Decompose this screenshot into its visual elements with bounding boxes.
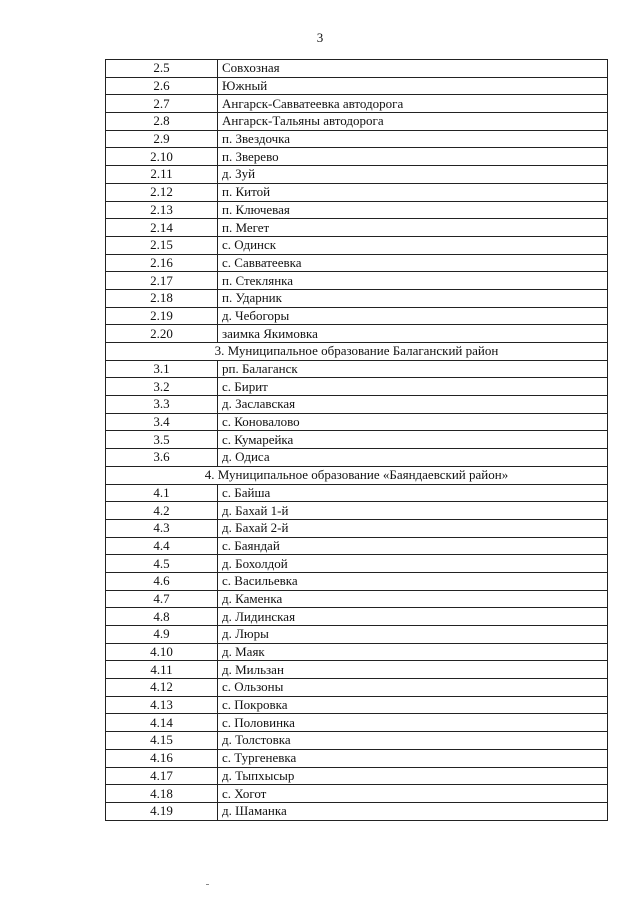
table-row <box>106 396 608 414</box>
settlement-name: с. Хогот <box>218 785 608 803</box>
row-number: 2.11 <box>106 166 218 184</box>
settlement-name: с. Байша <box>218 484 608 502</box>
settlement-name: д. Люры <box>218 626 608 644</box>
settlement-name: с. Тургеневка <box>218 749 608 767</box>
settlement-name: Ангарск-Тальяны автодорога <box>218 113 608 131</box>
row-number: 4.3 <box>106 519 218 537</box>
settlement-name: д. Тыпхысыр <box>218 767 608 785</box>
row-number: 3.2 <box>106 378 218 396</box>
table-row <box>106 626 608 644</box>
settlement-name: с. Кумарейка <box>218 431 608 449</box>
table-row <box>106 360 608 378</box>
settlement-name: п. Звездочка <box>218 130 608 148</box>
row-number: 4.2 <box>106 502 218 520</box>
table-row <box>106 643 608 661</box>
settlement-name: д. Чебогоры <box>218 307 608 325</box>
row-number: 2.17 <box>106 272 218 290</box>
table-row <box>106 767 608 785</box>
table-row <box>106 60 608 78</box>
table-row <box>106 183 608 201</box>
settlement-name: д. Заславская <box>218 396 608 414</box>
settlement-name: д. Мильзан <box>218 661 608 679</box>
table-row <box>106 749 608 767</box>
table-row <box>106 785 608 803</box>
row-number: 2.9 <box>106 130 218 148</box>
settlement-name: п. Китой <box>218 183 608 201</box>
table-row <box>106 608 608 626</box>
row-number: 3.6 <box>106 449 218 467</box>
table-row <box>106 519 608 537</box>
row-number: 4.4 <box>106 537 218 555</box>
table-row <box>106 537 608 555</box>
settlement-name: Ангарск-Савватеевка автодорога <box>218 95 608 113</box>
table-row <box>106 555 608 573</box>
settlement-name: с. Савватеевка <box>218 254 608 272</box>
settlement-name: д. Шаманка <box>218 802 608 820</box>
row-number: 2.19 <box>106 307 218 325</box>
settlement-name: п. Стеклянка <box>218 272 608 290</box>
settlement-name: заимка Якимовка <box>218 325 608 343</box>
table-row <box>106 254 608 272</box>
settlement-name: д. Маяк <box>218 643 608 661</box>
settlement-name: Совхозная <box>218 60 608 78</box>
table-row <box>106 661 608 679</box>
section-header-row <box>106 343 608 361</box>
row-number: 4.19 <box>106 802 218 820</box>
row-number: 4.1 <box>106 484 218 502</box>
settlement-name: д. Каменка <box>218 590 608 608</box>
settlement-name: п. Ударник <box>218 289 608 307</box>
page-mark <box>206 884 209 885</box>
table-row <box>106 201 608 219</box>
table-row <box>106 95 608 113</box>
row-number: 4.10 <box>106 643 218 661</box>
row-number: 4.18 <box>106 785 218 803</box>
settlement-name: рп. Балаганск <box>218 360 608 378</box>
settlement-name: с. Ользоны <box>218 679 608 697</box>
row-number: 2.7 <box>106 95 218 113</box>
table-row <box>106 696 608 714</box>
settlement-name: Южный <box>218 77 608 95</box>
table-row <box>106 325 608 343</box>
row-number: 3.4 <box>106 413 218 431</box>
row-number: 2.18 <box>106 289 218 307</box>
settlement-name: с. Покровка <box>218 696 608 714</box>
row-number: 2.10 <box>106 148 218 166</box>
row-number: 3.1 <box>106 360 218 378</box>
table-row <box>106 289 608 307</box>
row-number: 4.8 <box>106 608 218 626</box>
table-row <box>106 732 608 750</box>
settlement-name: п. Мегет <box>218 219 608 237</box>
settlement-name: с. Баяндай <box>218 537 608 555</box>
settlement-name: с. Коновалово <box>218 413 608 431</box>
row-number: 4.16 <box>106 749 218 767</box>
settlements-table <box>105 59 608 821</box>
row-number: 4.7 <box>106 590 218 608</box>
table-row <box>106 590 608 608</box>
table-row <box>106 484 608 502</box>
table-row <box>106 413 608 431</box>
row-number: 3.5 <box>106 431 218 449</box>
section-title: 4. Муниципальное образование «Баяндаевский район» <box>106 466 608 484</box>
table-row <box>106 77 608 95</box>
table-row <box>106 449 608 467</box>
table-row <box>106 219 608 237</box>
row-number: 4.5 <box>106 555 218 573</box>
row-number: 2.13 <box>106 201 218 219</box>
table-row <box>106 307 608 325</box>
row-number: 3.3 <box>106 396 218 414</box>
table-row <box>106 802 608 820</box>
row-number: 2.20 <box>106 325 218 343</box>
table-row <box>106 166 608 184</box>
settlement-name: д. Толстовка <box>218 732 608 750</box>
settlement-name: с. Одинск <box>218 236 608 254</box>
table-row <box>106 431 608 449</box>
table-row <box>106 714 608 732</box>
row-number: 2.14 <box>106 219 218 237</box>
settlement-name: д. Бохолдой <box>218 555 608 573</box>
table-row <box>106 502 608 520</box>
row-number: 4.6 <box>106 572 218 590</box>
table-row <box>106 236 608 254</box>
settlement-name: д. Одиса <box>218 449 608 467</box>
settlement-name: д. Бахай 2-й <box>218 519 608 537</box>
row-number: 4.9 <box>106 626 218 644</box>
settlement-name: п. Зверево <box>218 148 608 166</box>
row-number: 4.12 <box>106 679 218 697</box>
settlement-name: д. Лидинская <box>218 608 608 626</box>
row-number: 2.15 <box>106 236 218 254</box>
row-number: 2.8 <box>106 113 218 131</box>
row-number: 4.17 <box>106 767 218 785</box>
section-title: 3. Муниципальное образование Балаганский район <box>106 343 608 361</box>
table-row <box>106 130 608 148</box>
row-number: 4.15 <box>106 732 218 750</box>
row-number: 4.13 <box>106 696 218 714</box>
settlement-name: с. Бирит <box>218 378 608 396</box>
settlement-name: с. Половинка <box>218 714 608 732</box>
table-row <box>106 378 608 396</box>
section-header-row <box>106 466 608 484</box>
row-number: 2.16 <box>106 254 218 272</box>
table-row <box>106 148 608 166</box>
row-number: 2.12 <box>106 183 218 201</box>
row-number: 4.14 <box>106 714 218 732</box>
row-number: 4.11 <box>106 661 218 679</box>
settlement-name: с. Васильевка <box>218 572 608 590</box>
table-row <box>106 572 608 590</box>
settlements-table-body <box>106 60 608 821</box>
table-row <box>106 272 608 290</box>
page-number: 3 <box>316 30 324 45</box>
settlement-name: д. Бахай 1-й <box>218 502 608 520</box>
row-number: 2.6 <box>106 77 218 95</box>
settlement-name: п. Ключевая <box>218 201 608 219</box>
table-row <box>106 113 608 131</box>
settlement-name: д. Зуй <box>218 166 608 184</box>
table-row <box>106 679 608 697</box>
row-number: 2.5 <box>106 60 218 78</box>
